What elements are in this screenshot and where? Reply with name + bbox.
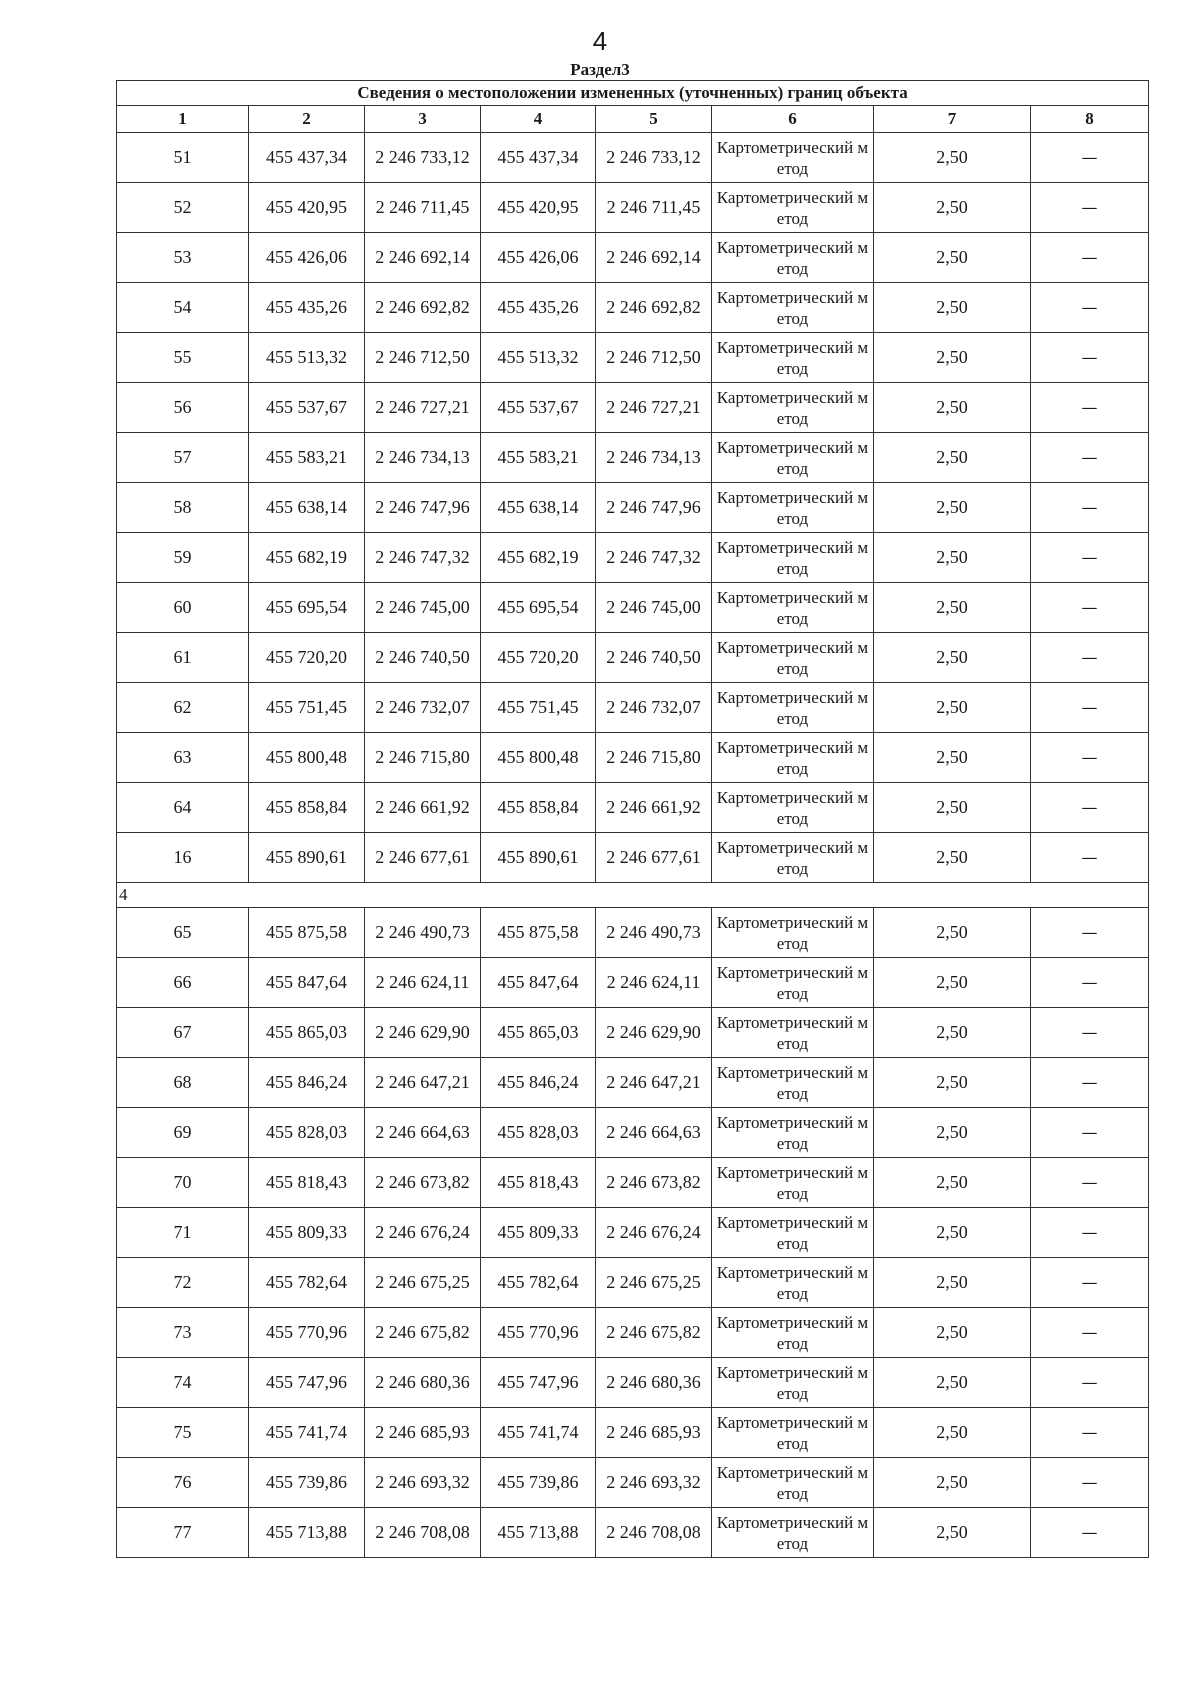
- description-cell: —: [1031, 833, 1149, 883]
- x-new-cell: 455 782,64: [481, 1258, 596, 1308]
- x-existing-cell: 455 435,26: [249, 283, 365, 333]
- table-row: [117, 783, 1149, 833]
- accuracy-cell: 2,50: [874, 533, 1031, 583]
- description-cell: —: [1031, 433, 1149, 483]
- x-existing-cell: 455 537,67: [249, 383, 365, 433]
- table-row: [117, 1408, 1149, 1458]
- method-cell: Картометрический метод: [712, 1308, 874, 1358]
- point-number-cell: 73: [117, 1308, 249, 1358]
- table-row: [117, 233, 1149, 283]
- method-cell: Картометрический метод: [712, 958, 874, 1008]
- accuracy-cell: 2,50: [874, 1208, 1031, 1258]
- table-row: [117, 1508, 1149, 1558]
- point-number-cell: 75: [117, 1408, 249, 1458]
- y-new-cell: 2 246 675,25: [596, 1258, 712, 1308]
- table-row: [117, 283, 1149, 333]
- x-new-cell: 455 846,24: [481, 1058, 596, 1108]
- method-cell: Картометрический метод: [712, 683, 874, 733]
- point-number-cell: 56: [117, 383, 249, 433]
- point-number-cell: 59: [117, 533, 249, 583]
- method-cell: Картометрический метод: [712, 1508, 874, 1558]
- accuracy-cell: 2,50: [874, 233, 1031, 283]
- table-row: [117, 908, 1149, 958]
- point-number-cell: 64: [117, 783, 249, 833]
- point-number-cell: 70: [117, 1158, 249, 1208]
- x-existing-cell: 455 751,45: [249, 683, 365, 733]
- y-new-cell: 2 246 692,14: [596, 233, 712, 283]
- x-new-cell: 455 751,45: [481, 683, 596, 733]
- x-existing-cell: 455 865,03: [249, 1008, 365, 1058]
- y-existing-cell: 2 246 740,50: [365, 633, 481, 683]
- method-cell: Картометрический метод: [712, 483, 874, 533]
- x-existing-cell: 455 682,19: [249, 533, 365, 583]
- y-new-cell: 2 246 680,36: [596, 1358, 712, 1408]
- x-existing-cell: 455 890,61: [249, 833, 365, 883]
- x-existing-cell: 455 720,20: [249, 633, 365, 683]
- point-number-cell: 67: [117, 1008, 249, 1058]
- method-cell: Картометрический метод: [712, 433, 874, 483]
- method-cell: Картометрический метод: [712, 1058, 874, 1108]
- table-row: [117, 533, 1149, 583]
- y-existing-cell: 2 246 711,45: [365, 183, 481, 233]
- description-cell: —: [1031, 908, 1149, 958]
- accuracy-cell: 2,50: [874, 783, 1031, 833]
- accuracy-cell: 2,50: [874, 383, 1031, 433]
- accuracy-cell: 2,50: [874, 1308, 1031, 1358]
- x-new-cell: 455 638,14: [481, 483, 596, 533]
- column-header: 3: [365, 106, 481, 133]
- description-cell: —: [1031, 633, 1149, 683]
- y-existing-cell: 2 246 677,61: [365, 833, 481, 883]
- x-new-cell: 455 747,96: [481, 1358, 596, 1408]
- y-existing-cell: 2 246 675,25: [365, 1258, 481, 1308]
- x-existing-cell: 455 739,86: [249, 1458, 365, 1508]
- y-new-cell: 2 246 673,82: [596, 1158, 712, 1208]
- y-existing-cell: 2 246 712,50: [365, 333, 481, 383]
- point-number-cell: 74: [117, 1358, 249, 1408]
- point-number-cell: 63: [117, 733, 249, 783]
- accuracy-cell: 2,50: [874, 633, 1031, 683]
- table-body: [117, 133, 1149, 1558]
- table-row: [117, 583, 1149, 633]
- y-new-cell: 2 246 745,00: [596, 583, 712, 633]
- accuracy-cell: 2,50: [874, 183, 1031, 233]
- y-existing-cell: 2 246 745,00: [365, 583, 481, 633]
- method-cell: Картометрический метод: [712, 583, 874, 633]
- method-cell: Картометрический метод: [712, 333, 874, 383]
- x-new-cell: 455 513,32: [481, 333, 596, 383]
- table-row: [117, 483, 1149, 533]
- table-row: [117, 833, 1149, 883]
- y-new-cell: 2 246 685,93: [596, 1408, 712, 1458]
- x-new-cell: 455 875,58: [481, 908, 596, 958]
- column-header: 1: [117, 106, 249, 133]
- y-new-cell: 2 246 734,13: [596, 433, 712, 483]
- column-header: 8: [1031, 106, 1149, 133]
- accuracy-cell: 2,50: [874, 1508, 1031, 1558]
- point-number-cell: 66: [117, 958, 249, 1008]
- accuracy-cell: 2,50: [874, 433, 1031, 483]
- x-new-cell: 455 865,03: [481, 1008, 596, 1058]
- table-row: [117, 1108, 1149, 1158]
- page-number: 4: [592, 26, 608, 56]
- point-number-cell: 51: [117, 133, 249, 183]
- table-row: [117, 333, 1149, 383]
- accuracy-cell: 2,50: [874, 1458, 1031, 1508]
- description-cell: —: [1031, 383, 1149, 433]
- table-row: [117, 1008, 1149, 1058]
- point-number-cell: 55: [117, 333, 249, 383]
- description-cell: —: [1031, 1208, 1149, 1258]
- y-existing-cell: 2 246 708,08: [365, 1508, 481, 1558]
- method-cell: Картометрический метод: [712, 733, 874, 783]
- accuracy-cell: 2,50: [874, 283, 1031, 333]
- x-new-cell: 455 741,74: [481, 1408, 596, 1458]
- description-cell: —: [1031, 283, 1149, 333]
- x-new-cell: 455 537,67: [481, 383, 596, 433]
- point-number-cell: 77: [117, 1508, 249, 1558]
- table-row: [117, 383, 1149, 433]
- point-number-cell: 61: [117, 633, 249, 683]
- x-existing-cell: 455 741,74: [249, 1408, 365, 1458]
- accuracy-cell: 2,50: [874, 908, 1031, 958]
- table-row: [117, 133, 1149, 183]
- y-new-cell: 2 246 692,82: [596, 283, 712, 333]
- y-new-cell: 2 246 732,07: [596, 683, 712, 733]
- description-cell: —: [1031, 583, 1149, 633]
- accuracy-cell: 2,50: [874, 1108, 1031, 1158]
- y-new-cell: 2 246 747,96: [596, 483, 712, 533]
- point-number-cell: 71: [117, 1208, 249, 1258]
- x-new-cell: 455 426,06: [481, 233, 596, 283]
- point-number-cell: 58: [117, 483, 249, 533]
- method-cell: Картометрический метод: [712, 233, 874, 283]
- accuracy-cell: 2,50: [874, 833, 1031, 883]
- x-new-cell: 455 682,19: [481, 533, 596, 583]
- x-existing-cell: 455 638,14: [249, 483, 365, 533]
- column-header: 7: [874, 106, 1031, 133]
- y-new-cell: 2 246 629,90: [596, 1008, 712, 1058]
- y-existing-cell: 2 246 693,32: [365, 1458, 481, 1508]
- description-cell: —: [1031, 1308, 1149, 1358]
- description-cell: —: [1031, 1358, 1149, 1408]
- table-row: [117, 1208, 1149, 1258]
- y-existing-cell: 2 246 734,13: [365, 433, 481, 483]
- y-existing-cell: 2 246 747,96: [365, 483, 481, 533]
- y-existing-cell: 2 246 629,90: [365, 1008, 481, 1058]
- table-row: [117, 433, 1149, 483]
- accuracy-cell: 2,50: [874, 1058, 1031, 1108]
- y-new-cell: 2 246 733,12: [596, 133, 712, 183]
- method-cell: Картометрический метод: [712, 783, 874, 833]
- x-existing-cell: 455 858,84: [249, 783, 365, 833]
- accuracy-cell: 2,50: [874, 1008, 1031, 1058]
- method-cell: Картометрический метод: [712, 1408, 874, 1458]
- accuracy-cell: 2,50: [874, 958, 1031, 1008]
- description-cell: —: [1031, 1158, 1149, 1208]
- y-existing-cell: 2 246 747,32: [365, 533, 481, 583]
- x-existing-cell: 455 782,64: [249, 1258, 365, 1308]
- point-number-cell: 57: [117, 433, 249, 483]
- x-new-cell: 455 828,03: [481, 1108, 596, 1158]
- y-existing-cell: 2 246 676,24: [365, 1208, 481, 1258]
- x-existing-cell: 455 695,54: [249, 583, 365, 633]
- y-new-cell: 2 246 647,21: [596, 1058, 712, 1108]
- x-existing-cell: 455 426,06: [249, 233, 365, 283]
- x-new-cell: 455 435,26: [481, 283, 596, 333]
- y-existing-cell: 2 246 727,21: [365, 383, 481, 433]
- description-cell: —: [1031, 1108, 1149, 1158]
- y-new-cell: 2 246 490,73: [596, 908, 712, 958]
- method-cell: Картометрический метод: [712, 1358, 874, 1408]
- description-cell: —: [1031, 683, 1149, 733]
- x-new-cell: 455 818,43: [481, 1158, 596, 1208]
- table-row: [117, 633, 1149, 683]
- x-new-cell: 455 720,20: [481, 633, 596, 683]
- y-existing-cell: 2 246 675,82: [365, 1308, 481, 1358]
- x-existing-cell: 455 846,24: [249, 1058, 365, 1108]
- y-new-cell: 2 246 740,50: [596, 633, 712, 683]
- point-number-cell: 16: [117, 833, 249, 883]
- description-cell: —: [1031, 1458, 1149, 1508]
- table-caption: Сведения о местоположении измененных (уточненных) границ объекта: [117, 81, 1149, 106]
- point-number-cell: 69: [117, 1108, 249, 1158]
- method-cell: Картометрический метод: [712, 383, 874, 433]
- description-cell: —: [1031, 483, 1149, 533]
- x-new-cell: 455 713,88: [481, 1508, 596, 1558]
- description-cell: —: [1031, 133, 1149, 183]
- x-existing-cell: 455 875,58: [249, 908, 365, 958]
- x-existing-cell: 455 437,34: [249, 133, 365, 183]
- y-existing-cell: 2 246 732,07: [365, 683, 481, 733]
- method-cell: Картометрический метод: [712, 183, 874, 233]
- method-cell: Картометрический метод: [712, 833, 874, 883]
- x-existing-cell: 455 828,03: [249, 1108, 365, 1158]
- x-new-cell: 455 809,33: [481, 1208, 596, 1258]
- description-cell: —: [1031, 533, 1149, 583]
- x-existing-cell: 455 809,33: [249, 1208, 365, 1258]
- x-new-cell: 455 858,84: [481, 783, 596, 833]
- accuracy-cell: 2,50: [874, 1358, 1031, 1408]
- description-cell: —: [1031, 233, 1149, 283]
- x-new-cell: 455 770,96: [481, 1308, 596, 1358]
- description-cell: —: [1031, 958, 1149, 1008]
- y-existing-cell: 2 246 733,12: [365, 133, 481, 183]
- method-cell: Картометрический метод: [712, 633, 874, 683]
- y-new-cell: 2 246 712,50: [596, 333, 712, 383]
- x-existing-cell: 455 800,48: [249, 733, 365, 783]
- y-existing-cell: 2 246 692,82: [365, 283, 481, 333]
- point-number-cell: 68: [117, 1058, 249, 1108]
- point-number-cell: 62: [117, 683, 249, 733]
- y-existing-cell: 2 246 624,11: [365, 958, 481, 1008]
- point-number-cell: 76: [117, 1458, 249, 1508]
- method-cell: Картометрический метод: [712, 533, 874, 583]
- description-cell: —: [1031, 733, 1149, 783]
- x-existing-cell: 455 420,95: [249, 183, 365, 233]
- accuracy-cell: 2,50: [874, 583, 1031, 633]
- y-new-cell: 2 246 677,61: [596, 833, 712, 883]
- description-cell: —: [1031, 1008, 1149, 1058]
- column-header: 4: [481, 106, 596, 133]
- table-row: [117, 1058, 1149, 1108]
- x-existing-cell: 455 747,96: [249, 1358, 365, 1408]
- table-row: [117, 958, 1149, 1008]
- y-existing-cell: 2 246 685,93: [365, 1408, 481, 1458]
- y-new-cell: 2 246 715,80: [596, 733, 712, 783]
- accuracy-cell: 2,50: [874, 733, 1031, 783]
- x-new-cell: 455 847,64: [481, 958, 596, 1008]
- x-new-cell: 455 890,61: [481, 833, 596, 883]
- y-new-cell: 2 246 711,45: [596, 183, 712, 233]
- y-new-cell: 2 246 708,08: [596, 1508, 712, 1558]
- y-new-cell: 2 246 624,11: [596, 958, 712, 1008]
- table-row: [117, 183, 1149, 233]
- table-caption-row: [117, 81, 1149, 106]
- x-existing-cell: 455 770,96: [249, 1308, 365, 1358]
- point-number-cell: 54: [117, 283, 249, 333]
- description-cell: —: [1031, 1508, 1149, 1558]
- table-row: [117, 1308, 1149, 1358]
- table-row: [117, 1458, 1149, 1508]
- column-header: 2: [249, 106, 365, 133]
- y-existing-cell: 2 246 490,73: [365, 908, 481, 958]
- x-existing-cell: 455 513,32: [249, 333, 365, 383]
- point-number-cell: 72: [117, 1258, 249, 1308]
- accuracy-cell: 2,50: [874, 683, 1031, 733]
- column-header-row: [117, 106, 1149, 133]
- point-number-cell: 52: [117, 183, 249, 233]
- description-cell: —: [1031, 183, 1149, 233]
- column-header: 5: [596, 106, 712, 133]
- x-existing-cell: 455 847,64: [249, 958, 365, 1008]
- x-existing-cell: 455 583,21: [249, 433, 365, 483]
- x-existing-cell: 455 713,88: [249, 1508, 365, 1558]
- description-cell: —: [1031, 783, 1149, 833]
- point-number-cell: 60: [117, 583, 249, 633]
- point-number-cell: 65: [117, 908, 249, 958]
- method-cell: Картометрический метод: [712, 1258, 874, 1308]
- accuracy-cell: 2,50: [874, 1158, 1031, 1208]
- x-new-cell: 455 420,95: [481, 183, 596, 233]
- description-cell: —: [1031, 1058, 1149, 1108]
- table-row: [117, 1158, 1149, 1208]
- description-cell: —: [1031, 333, 1149, 383]
- y-existing-cell: 2 246 664,63: [365, 1108, 481, 1158]
- y-new-cell: 2 246 661,92: [596, 783, 712, 833]
- method-cell: Картометрический метод: [712, 133, 874, 183]
- method-cell: Картометрический метод: [712, 908, 874, 958]
- table-row: [117, 1358, 1149, 1408]
- column-header: 6: [712, 106, 874, 133]
- x-new-cell: 455 583,21: [481, 433, 596, 483]
- y-existing-cell: 2 246 673,82: [365, 1158, 481, 1208]
- x-new-cell: 455 437,34: [481, 133, 596, 183]
- y-new-cell: 2 246 693,32: [596, 1458, 712, 1508]
- y-new-cell: 2 246 664,63: [596, 1108, 712, 1158]
- description-cell: —: [1031, 1408, 1149, 1458]
- table-row: [117, 1258, 1149, 1308]
- method-cell: Картометрический метод: [712, 1158, 874, 1208]
- accuracy-cell: 2,50: [874, 133, 1031, 183]
- table-row: [117, 683, 1149, 733]
- y-new-cell: 2 246 676,24: [596, 1208, 712, 1258]
- accuracy-cell: 2,50: [874, 1258, 1031, 1308]
- y-new-cell: 2 246 747,32: [596, 533, 712, 583]
- method-cell: Картометрический метод: [712, 1008, 874, 1058]
- description-cell: —: [1031, 1258, 1149, 1308]
- table-row: [117, 733, 1149, 783]
- section-title: Раздел3: [570, 60, 630, 79]
- y-existing-cell: 2 246 647,21: [365, 1058, 481, 1108]
- y-existing-cell: 2 246 661,92: [365, 783, 481, 833]
- method-cell: Картометрический метод: [712, 1208, 874, 1258]
- contour-label: 4: [117, 883, 1149, 908]
- method-cell: Картометрический метод: [712, 283, 874, 333]
- accuracy-cell: 2,50: [874, 483, 1031, 533]
- y-existing-cell: 2 246 715,80: [365, 733, 481, 783]
- y-existing-cell: 2 246 680,36: [365, 1358, 481, 1408]
- y-existing-cell: 2 246 692,14: [365, 233, 481, 283]
- point-number-cell: 53: [117, 233, 249, 283]
- coordinates-table: [116, 80, 1149, 1558]
- method-cell: Картометрический метод: [712, 1458, 874, 1508]
- accuracy-cell: 2,50: [874, 1408, 1031, 1458]
- contour-group-row: [117, 883, 1149, 908]
- method-cell: Картометрический метод: [712, 1108, 874, 1158]
- y-new-cell: 2 246 727,21: [596, 383, 712, 433]
- x-new-cell: 455 695,54: [481, 583, 596, 633]
- x-new-cell: 455 739,86: [481, 1458, 596, 1508]
- y-new-cell: 2 246 675,82: [596, 1308, 712, 1358]
- x-existing-cell: 455 818,43: [249, 1158, 365, 1208]
- x-new-cell: 455 800,48: [481, 733, 596, 783]
- accuracy-cell: 2,50: [874, 333, 1031, 383]
